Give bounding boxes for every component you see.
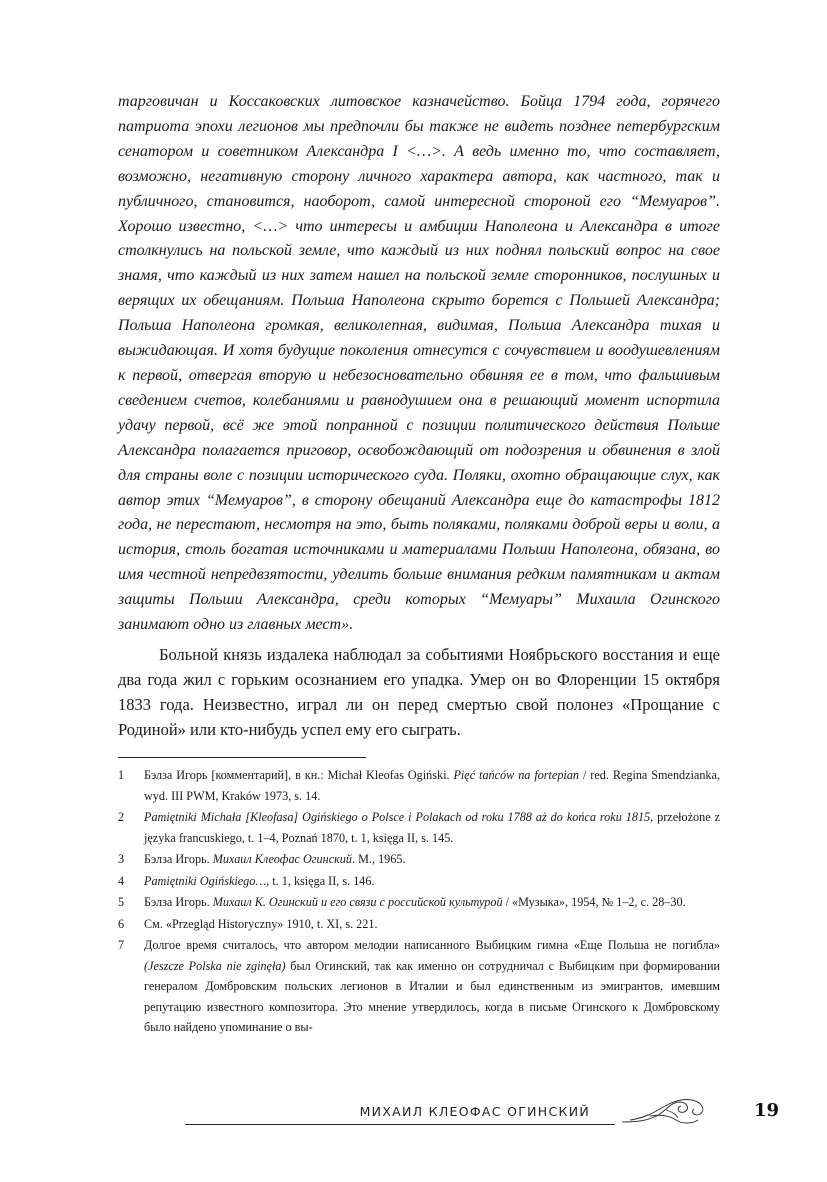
body-paragraph: Больной князь издалека наблюдал за событиями Ноябрьского восстания и еще два года жил с горьким осознанием его упадка. Умер он во Флоренции 15 октября 1833 года. Неизвестно, играл ли он перед смертью свой полонез «Прощание с Родиной» или кто-нибудь успел ему его сыграть. [118,644,720,739]
running-title: МИХАИЛ КЛЕОФАС ОГИНСКИЙ [359,1104,590,1119]
footnote-number: 1 [118,768,125,782]
footnote-text: , t. 1, księga II, s. 146. [266,873,375,888]
footnote-text: Бэлза Игорь [комментарий], в кн.: Michał Kleofas Ogiński. [144,768,454,782]
footnote-text: (Jeszcze Polska nie zginęła) [144,958,286,973]
footnote-text: См. «Przegląd Historyczny» 1910, t. XI, s. 221. [144,916,378,931]
footnote-text: Бэлза Игорь. [144,895,213,909]
quoted-passage: тарговичан и Коссаковских литовское казначейство. Бойца 1794 года, горячего патриота эпохи легионов мы предпочли бы также не видеть позднее петербургским сенатором и советником Александра I <…>. А ведь именно то, что составляет, возможно, негативную сторону личного характера автора, как частного, так и публичного, становится, наоборот, самой интересной стороной его “Мемуаров”. Хорошо известно, <…> что интересы и амбиции Наполеона и Александра в итоге столкнулись на польской земле, что каждый из них поднял польский вопрос на свое знамя, что каждый из них затем нашел на польской земле сторонников, послушных и верящих их обещаниям. Польша Наполеона скрыто борется с Польшей Александра; Польша Наполеона громкая, великолепная, видимая, Польша Александра тихая и выжидающая. И хотя будущие поколения отнесутся с сочувствием и воодушевлениям к первой, отвергая вторую и небезосновательно обвиняя ее в том, что фальшивым сведением счетов, колебаниями и равнодушием она в решающий момент испортила удачу первой, всё же этой попранной с позиции политического действия Польше Александра полагается приговор, освобождающий от подозрения и обвинения в злой для страны воле с позиции исторического суда. Поляки, охотно обращающие слух, как автор этих “Мемуаров”, в сторону обещаний Александра еще до катастрофы 1812 года, не перестают, несмотря на это, быть поляками, поляками доброй веры и воли, а история, столь богатая источниками и материалами Польши Наполеона, обязана, во имя честной непредвзятости, уделить больше внимания редким памятникам и актам защиты Польши Александра, среди которых “Мемуары” Михаила Огинского занимают одно из главных мест». [118,93,720,634]
footnotes [118,765,720,1039]
footnote-text: / red. Regina Smendzianka, wyd. III PWM, Kraków 1973, s. 14. [144,768,720,803]
footnote [118,871,720,892]
footnote-text: Долгое время считалось, что автором мелодии написанного Выбицким гимна «Еще Польша не погибла» [144,938,720,952]
footnote [118,765,720,806]
footnote [118,935,720,1038]
footnote [118,892,720,913]
footnote-text: Pięć tańców na fortepian [453,768,580,782]
footnote-text: / «Музыка», 1954, № 1–2, с. 28–30. [502,895,686,909]
footnote-text: Pamiętniki Ogińskiego… [144,873,267,888]
footnote-text: Михаил Клеофас Огинский [212,852,352,866]
footnote-text: , przełożone z języka francuskiego, t. 1–4, Poznań 1870, t. 1, księga II, s. 145. [144,810,720,845]
footnote-separator [118,757,366,758]
footnote-number: 3 [118,852,125,866]
footnote-text: Pamiętniki Michała [Kleofasa] Ogińskiego o Polsce i Polakach od roku 1788 aż do końca roku 1815 [144,810,651,824]
footnote-text: Бэлза Игорь. [144,852,213,866]
footnote-number: 6 [118,916,125,931]
footnote [118,914,720,935]
footer-rule [185,1124,615,1125]
main-text [118,90,720,742]
footnote-number: 2 [118,810,125,824]
footnote-number: 4 [118,873,125,888]
footnote [118,849,720,870]
footnote-text: Михаил К. Огинский и его связи с российской культурой [212,895,503,909]
footnote-text: был Огинский, так как именно он сотрудничал с Выбицким при формировании генералом Домбровским польских легионов в Италии и был единственным из эмигрантов, имевшим репутацию известного композитора. Это мнение утвердилось, когда в письме Огинского к Домбровскому было найдено упоминание о вы- [144,958,721,1034]
footnote-number: 7 [118,938,125,952]
footnote-number: 5 [118,895,125,909]
footnote [118,807,720,848]
flourish-ornament-icon [620,1094,710,1128]
page-number: 19 [754,1100,780,1121]
page-footer [185,1098,720,1128]
footnote-text: . М., 1965. [352,852,406,866]
